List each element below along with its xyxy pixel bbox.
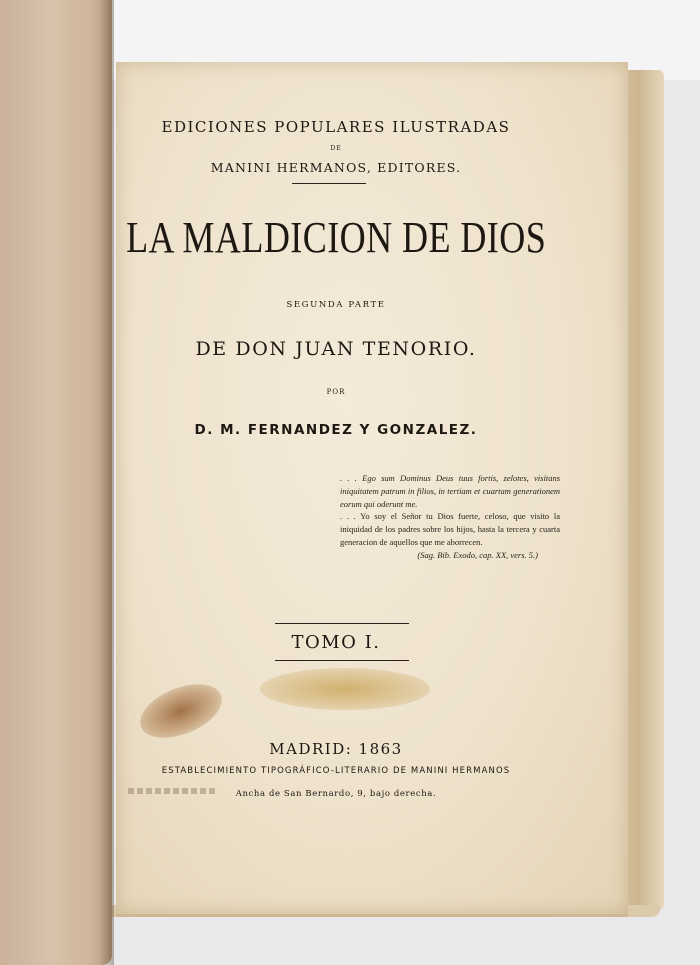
subtitle-large: DE DON JUAN TENORIO. — [195, 338, 477, 360]
paper-stain — [260, 668, 430, 710]
printer-address: Ancha de San Bernardo, 9, bajo derecha. — [235, 789, 437, 799]
epigraph — [340, 472, 560, 562]
publisher-connector: DE — [330, 145, 342, 152]
ornamental-rule — [292, 183, 366, 184]
ornamental-rule — [275, 623, 409, 624]
epigraph-citation: (Sag. Bib. Exodo, cap. XX, vers. 5.) — [417, 549, 538, 560]
author-name: D. M. FERNANDEZ Y GONZALEZ. — [194, 422, 478, 438]
printer-name: ESTABLECIMIENTO TIPOGRÁFICO-LITERARIO DE MANINI HERMANOS — [161, 766, 511, 776]
subtitle-small: SEGUNDA PARTE — [286, 300, 386, 310]
volume-label: TOMO I. — [291, 632, 381, 653]
by-label: POR — [326, 388, 346, 396]
ornamental-rule — [275, 660, 409, 661]
publisher-name: MANINI HERMANOS, EDITORES. — [210, 160, 462, 175]
epigraph-latin: . . . Ego sum Dominus Deus tuus fortis, zelotes, visitans iniquitatem patrum in filios, in tertiam et cuartam generationem eorum qui oderunt me. — [340, 473, 560, 509]
publisher-series: EDICIONES POPULARES ILUSTRADAS — [161, 118, 511, 136]
place-and-year: MADRID: 1863 — [269, 740, 403, 758]
epigraph-spanish: . . . Yo soy el Señor tu Dios fuerte, celoso, que visito la iniquidad de los padres sobre los hijos, hasta la tercera y cuarta generacion de aquellos que me aborrecen. — [340, 511, 560, 547]
book-title: LA MALDICION DE DIOS — [126, 213, 547, 262]
